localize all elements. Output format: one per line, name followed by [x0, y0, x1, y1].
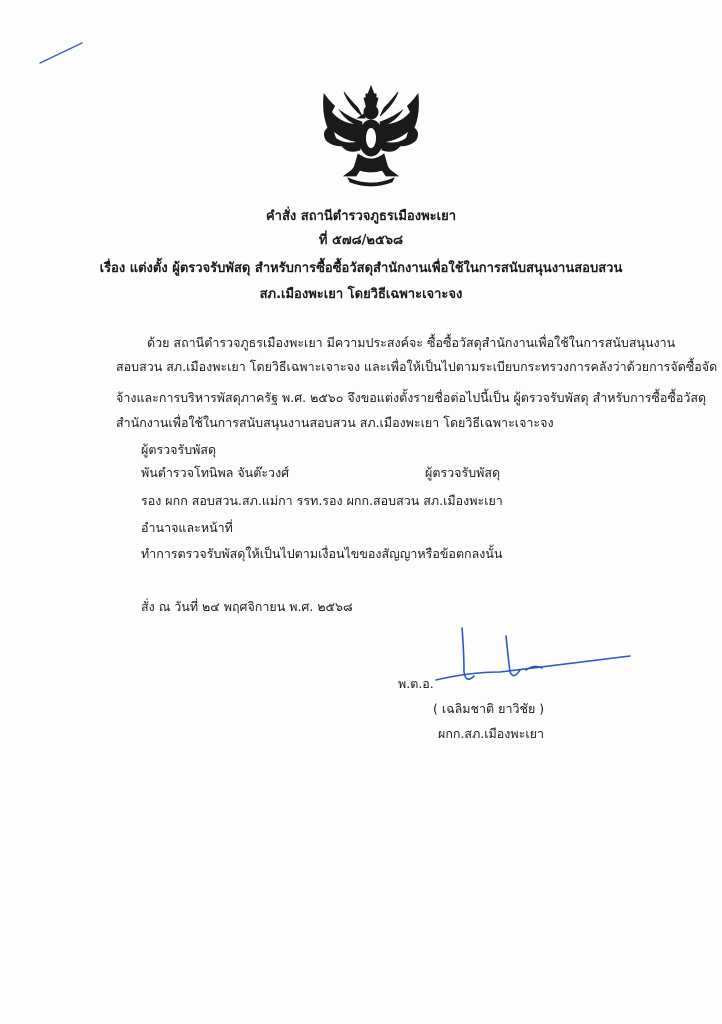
- body-line-2: สอบสวน สภ.เมืองพะเยา โดยวิธีเฉพาะเจาะจง และเพื่อให้เป็นไปตามระเบียบกระทรวงการคลังว่าด้วยการจัดซื้อจัด: [116, 359, 718, 374]
- committee-member-name: พันตำรวจโทนิพล จันต๊ะวงศ์: [141, 465, 290, 480]
- garuda-emblem-icon: [318, 84, 424, 190]
- subject-line-1: เรื่อง แต่งตั้ง ผู้ตรวจรับพัสดุ สำหรับการซื้อซื้อวัสดุสำนักงานเพื่อใช้ในการสนับสนุนงานสอบสวน: [99, 261, 623, 276]
- pen-stroke-mark: [38, 40, 84, 66]
- committee-member-role: ผู้ตรวจรับพัสดุ: [425, 465, 501, 480]
- signatory-title: ผกก.สภ.เมืองพะเยา: [438, 726, 544, 741]
- signature-icon: [430, 622, 636, 702]
- subject-line-2: สภ.เมืองพะเยา โดยวิธีเฉพาะเจาะจง: [259, 287, 463, 302]
- signatory-rank: พ.ต.อ.: [398, 676, 434, 691]
- body-line-3: จ้างและการบริหารพัสดุภาครัฐ พ.ศ. ๒๕๖๐ จึงขอแต่งตั้งรายชื่อต่อไปนี้เป็น ผู้ตรวจรับพัสดุ สำหรับการซื้อซื้อวัสดุ: [116, 390, 707, 405]
- signatory-name: ( เฉลิมชาติ ยาวิชัย ): [433, 701, 545, 716]
- committee-member-position: รอง ผกก สอบสวน.สภ.แม่กา รรท.รอง ผกก.สอบสวน สภ.เมืองพะเยา: [141, 493, 503, 508]
- duty-text: ทำการตรวจรับพัสดุให้เป็นไปตามเงื่อนไขของสัญญาหรือข้อตกลงนั้น: [141, 546, 503, 561]
- order-number: ที่ ๕๗๘/๒๕๖๘: [318, 233, 404, 248]
- body-line-4: สำนักงานเพื่อใช้ในการสนับสนุนงานสอบสวน สภ.เมืองพะเยา โดยวิธีเฉพาะเจาะจง: [116, 415, 554, 430]
- body-line-1: ด้วย สถานีตำรวจภูธรเมืองพะเยา มีความประสงค์จะ ซื้อซื้อวัสดุสำนักงานเพื่อใช้ในการสนับสนุนงาน: [147, 335, 676, 350]
- duty-label: อำนาจและหน้าที่: [141, 520, 233, 535]
- order-date: สั่ง ณ วันที่ ๒๔ พฤศจิกายน พ.ศ. ๒๕๖๘: [141, 599, 353, 614]
- order-title: คำสั่ง สถานีตำรวจภูธรเมืองพะเยา: [265, 209, 456, 224]
- committee-section-label: ผู้ตรวจรับพัสดุ: [141, 442, 217, 457]
